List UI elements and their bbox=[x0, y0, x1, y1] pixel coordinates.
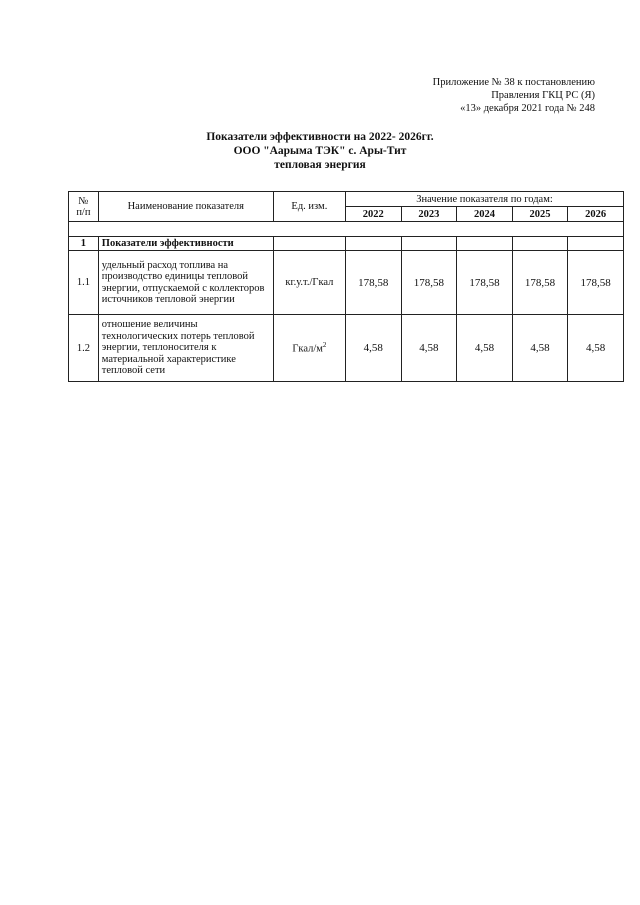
header-year: 2023 bbox=[401, 207, 457, 222]
indicators-table bbox=[68, 191, 624, 382]
header-year: 2024 bbox=[457, 207, 513, 222]
table-row bbox=[69, 315, 624, 382]
unit-base: Гкал/м bbox=[292, 343, 323, 355]
header-year: 2025 bbox=[512, 207, 568, 222]
table-spacer-row bbox=[69, 222, 624, 237]
table-header-row bbox=[69, 192, 624, 207]
header-num bbox=[69, 192, 99, 222]
document-titles bbox=[0, 130, 640, 172]
section-num: 1 bbox=[69, 237, 99, 251]
header-values: Значение показателя по годам: bbox=[345, 192, 623, 207]
document-title: Показатели эффективности на 2022- 2026гг. bbox=[206, 131, 434, 143]
value-cell: 4,58 bbox=[401, 315, 457, 382]
header-name: Наименование показателя bbox=[98, 192, 273, 222]
annex-line-1: Приложение № 38 к постановлению bbox=[432, 77, 595, 88]
energy-kind: тепловая энергия bbox=[274, 159, 366, 171]
value-cell: 178,58 bbox=[345, 251, 401, 315]
row-num: 1.1 bbox=[69, 251, 99, 315]
value-cell: 178,58 bbox=[401, 251, 457, 315]
section-name: Показатели эффективности bbox=[98, 237, 273, 251]
indicator-unit: кг.у.т./Гкал bbox=[273, 251, 345, 315]
empty-cell bbox=[512, 237, 568, 251]
value-cell: 4,58 bbox=[345, 315, 401, 382]
empty-cell bbox=[457, 237, 513, 251]
value-cell: 178,58 bbox=[568, 251, 624, 315]
header-year: 2026 bbox=[568, 207, 624, 222]
table-row bbox=[69, 237, 624, 251]
empty-cell bbox=[401, 237, 457, 251]
annex-line-2: Правления ГКЦ РС (Я) bbox=[491, 90, 595, 101]
value-cell: 178,58 bbox=[512, 251, 568, 315]
value-cell: 178,58 bbox=[457, 251, 513, 315]
indicator-name: удельный расход топлива на производство единицы тепловой энергии, отпускаемой с коллекторов источников тепловой энергии bbox=[98, 251, 273, 315]
empty-cell bbox=[273, 237, 345, 251]
header-num-line1: № bbox=[78, 195, 89, 207]
indicator-unit bbox=[273, 315, 345, 382]
organization-name: ООО "Аарыма ТЭК" с. Ары-Тит bbox=[233, 145, 407, 157]
value-cell: 4,58 bbox=[568, 315, 624, 382]
value-cell: 4,58 bbox=[457, 315, 513, 382]
annex-reference bbox=[295, 76, 595, 115]
value-cell: 4,58 bbox=[512, 315, 568, 382]
empty-cell bbox=[568, 237, 624, 251]
header-unit: Ед. изм. bbox=[273, 192, 345, 222]
table-row bbox=[69, 251, 624, 315]
empty-cell bbox=[345, 237, 401, 251]
header-num-line2: п/п bbox=[76, 206, 91, 218]
unit-superscript: 2 bbox=[322, 341, 327, 350]
spacer-cell bbox=[69, 222, 624, 237]
row-num: 1.2 bbox=[69, 315, 99, 382]
header-year: 2022 bbox=[345, 207, 401, 222]
indicator-name: отношение величины технологических потерь тепловой энергии, теплоносителя к материальной характеристике тепловой сети bbox=[98, 315, 273, 382]
annex-line-3: «13» декабря 2021 года № 248 bbox=[460, 103, 595, 114]
